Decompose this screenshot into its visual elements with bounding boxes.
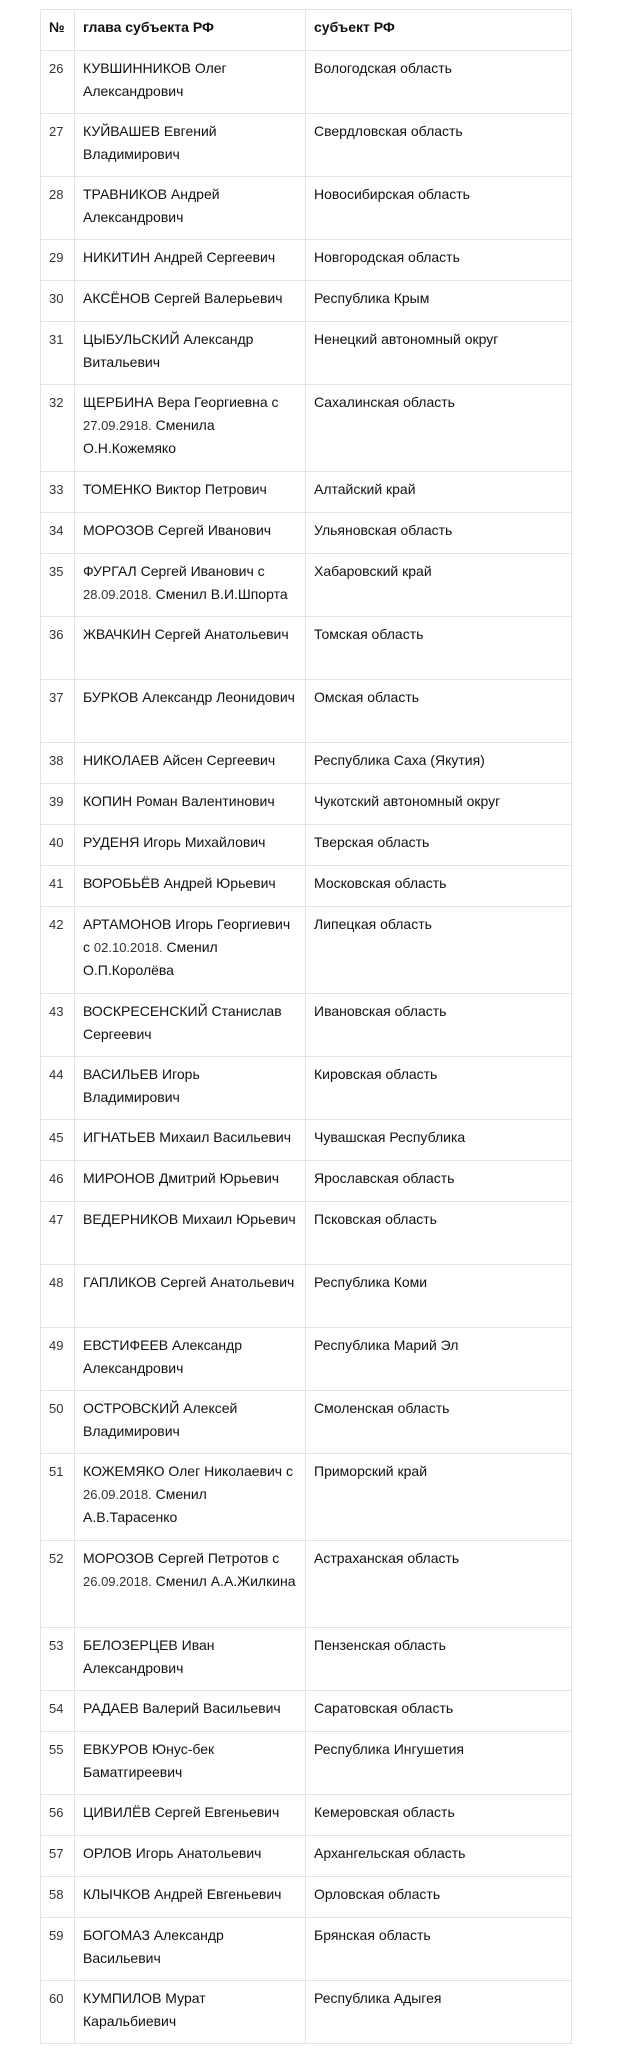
row-subject: Республика Крым [306,281,572,322]
row-head: БОГОМАЗ Александр Васильевич [75,1918,306,1981]
row-head: ЕВКУРОВ Юнус-бек Баматгиреевич [75,1732,306,1795]
table-row [41,825,572,866]
table-row [41,617,572,680]
row-num: 46 [41,1161,75,1202]
row-head [75,385,306,472]
row-subject: Омская область [306,680,572,743]
row-subject: Вологодская область [306,51,572,114]
row-subject: Кировская область [306,1057,572,1120]
table-row [41,281,572,322]
row-num: 36 [41,617,75,680]
header-subject: субъект РФ [306,10,572,51]
row-num: 26 [41,51,75,114]
row-head: ЦЫБУЛЬСКИЙ Александр Витальевич [75,322,306,385]
row-subject: Тверская область [306,825,572,866]
table-row [41,177,572,240]
row-num: 43 [41,994,75,1057]
table-row [41,907,572,994]
table-row [41,680,572,743]
row-head: ИГНАТЬЕВ Михаил Васильевич [75,1120,306,1161]
row-subject: Ненецкий автономный округ [306,322,572,385]
row-head: ТРАВНИКОВ Андрей Александрович [75,177,306,240]
table-row [41,1541,572,1628]
table-row [41,51,572,114]
row-head-date: 26.09.2018. [83,1487,152,1502]
row-head: НИКИТИН Андрей Сергеевич [75,240,306,281]
table-row [41,994,572,1057]
row-head: КОПИН Роман Валентинович [75,784,306,825]
table-row [41,322,572,385]
row-head: ГАПЛИКОВ Сергей Анатольевич [75,1265,306,1328]
row-num: 31 [41,322,75,385]
row-num: 38 [41,743,75,784]
row-head-name: ЩЕРБИНА Вера Георгиевна с [83,394,279,410]
row-subject: Чукотский автономный округ [306,784,572,825]
row-head-name: ФУРГАЛ Сергей Иванович с [83,563,265,579]
row-head: МОРОЗОВ Сергей Иванович [75,513,306,554]
row-num: 47 [41,1202,75,1265]
row-head: ОРЛОВ Игорь Анатольевич [75,1836,306,1877]
row-subject: Смоленская область [306,1391,572,1454]
row-head: КУЙВАШЕВ Евгений Владимирович [75,114,306,177]
table-row [41,784,572,825]
table-row [41,1795,572,1836]
row-subject: Кемеровская область [306,1795,572,1836]
row-subject: Ивановская область [306,994,572,1057]
table-row [41,1328,572,1391]
governors-table [40,9,572,2044]
row-subject: Ульяновская область [306,513,572,554]
row-head-date: 02.10.2018. [93,940,163,955]
row-subject: Республика Марий Эл [306,1328,572,1391]
row-num: 37 [41,680,75,743]
row-head: МИРОНОВ Дмитрий Юрьевич [75,1161,306,1202]
row-head: АКСЁНОВ Сергей Валерьевич [75,281,306,322]
table-row [41,1836,572,1877]
row-head-note: Сменил А.А.Жилкина [155,1573,296,1589]
row-num: 53 [41,1628,75,1691]
row-head: КУМПИЛОВ Мурат Каральбиевич [75,1981,306,2044]
row-subject: Саратовская область [306,1691,572,1732]
row-head: ВЕДЕРНИКОВ Михаил Юрьевич [75,1202,306,1265]
row-head: ВАСИЛЬЕВ Игорь Владимирович [75,1057,306,1120]
row-num: 54 [41,1691,75,1732]
row-head: ЕВСТИФЕЕВ Александр Александрович [75,1328,306,1391]
row-num: 39 [41,784,75,825]
row-head-date: 26.09.2018. [83,1574,152,1589]
row-head-note: Сменила О.Н.Кожемяко [83,417,215,456]
row-subject: Приморский край [306,1454,572,1541]
row-num: 57 [41,1836,75,1877]
table-row [41,472,572,513]
row-num: 27 [41,114,75,177]
row-head: РУДЕНЯ Игорь Михайлович [75,825,306,866]
row-head-name: АРТАМОНОВ Игорь Георгиевич с [83,916,291,955]
row-subject: Сахалинская область [306,385,572,472]
header-head: глава субъекта РФ [75,10,306,51]
table-row [41,1981,572,2044]
row-head: НИКОЛАЕВ Айсен Сергеевич [75,743,306,784]
row-head-name: КОЖЕМЯКО Олег Николаевич с [83,1463,293,1479]
row-num: 52 [41,1541,75,1628]
table-row [41,240,572,281]
row-subject: Псковская область [306,1202,572,1265]
row-subject: Пензенская область [306,1628,572,1691]
row-head: ВОСКРЕСЕНСКИЙ Станислав Сергеевич [75,994,306,1057]
row-num: 49 [41,1328,75,1391]
row-subject: Брянская область [306,1918,572,1981]
row-head: ТОМЕНКО Виктор Петрович [75,472,306,513]
row-subject: Новгородская область [306,240,572,281]
row-head: КЛЫЧКОВ Андрей Евгеньевич [75,1877,306,1918]
row-head-date: 27.09.2918. [83,418,152,433]
row-subject: Московская область [306,866,572,907]
row-num: 28 [41,177,75,240]
row-subject: Липецкая область [306,907,572,994]
row-head-note: Сменил О.П.Королёва [83,939,218,978]
table-row [41,1732,572,1795]
row-head: БЕЛОЗЕРЦЕВ Иван Александрович [75,1628,306,1691]
row-head-note: Сменил В.И.Шпорта [155,586,288,602]
table-row [41,1120,572,1161]
row-num: 44 [41,1057,75,1120]
row-num: 33 [41,472,75,513]
table-row [41,1391,572,1454]
row-num: 42 [41,907,75,994]
row-subject: Новосибирская область [306,177,572,240]
table-row [41,1161,572,1202]
row-head: ОСТРОВСКИЙ Алексей Владимирович [75,1391,306,1454]
row-subject: Свердловская область [306,114,572,177]
row-head: КУВШИННИКОВ Олег Александрович [75,51,306,114]
table-row [41,743,572,784]
row-head [75,907,306,994]
row-num: 51 [41,1454,75,1541]
row-head-note: Сменил А.В.Тарасенко [83,1486,207,1525]
row-head [75,1541,306,1628]
row-num: 35 [41,554,75,617]
row-num: 50 [41,1391,75,1454]
row-head: БУРКОВ Александр Леонидович [75,680,306,743]
row-head: ВОРОБЬЁВ Андрей Юрьевич [75,866,306,907]
row-subject: Республика Ингушетия [306,1732,572,1795]
table-row [41,866,572,907]
table-row [41,554,572,617]
row-subject: Хабаровский край [306,554,572,617]
row-num: 48 [41,1265,75,1328]
row-head [75,1454,306,1541]
row-num: 60 [41,1981,75,2044]
row-subject: Ярославская область [306,1161,572,1202]
row-num: 41 [41,866,75,907]
row-subject: Томская область [306,617,572,680]
row-subject: Республика Саха (Якутия) [306,743,572,784]
table-row [41,385,572,472]
row-num: 29 [41,240,75,281]
table-row [41,1057,572,1120]
row-head: РАДАЕВ Валерий Васильевич [75,1691,306,1732]
row-head: ЖВАЧКИН Сергей Анатольевич [75,617,306,680]
table-row [41,513,572,554]
row-num: 30 [41,281,75,322]
row-head [75,554,306,617]
table-row [41,1918,572,1981]
table-row [41,1628,572,1691]
row-num: 34 [41,513,75,554]
table-body [41,51,572,2044]
row-subject: Чувашская Республика [306,1120,572,1161]
header-row [41,10,572,51]
row-head-name: МОРОЗОВ Сергей Петротов с [83,1550,280,1566]
row-head-date: 28.09.2018. [83,587,152,602]
header-num: № [41,10,75,51]
row-subject: Республика Коми [306,1265,572,1328]
row-subject: Астраханская область [306,1541,572,1628]
table-row [41,1877,572,1918]
row-num: 58 [41,1877,75,1918]
table-row [41,114,572,177]
table-row [41,1454,572,1541]
row-subject: Республика Адыгея [306,1981,572,2044]
row-num: 45 [41,1120,75,1161]
table-row [41,1691,572,1732]
row-num: 40 [41,825,75,866]
row-subject: Архангельская область [306,1836,572,1877]
row-num: 55 [41,1732,75,1795]
row-num: 56 [41,1795,75,1836]
table-row [41,1265,572,1328]
row-head: ЦИВИЛЁВ Сергей Евгеньевич [75,1795,306,1836]
row-subject: Орловская область [306,1877,572,1918]
row-subject: Алтайский край [306,472,572,513]
row-num: 32 [41,385,75,472]
table-row [41,1202,572,1265]
row-num: 59 [41,1918,75,1981]
